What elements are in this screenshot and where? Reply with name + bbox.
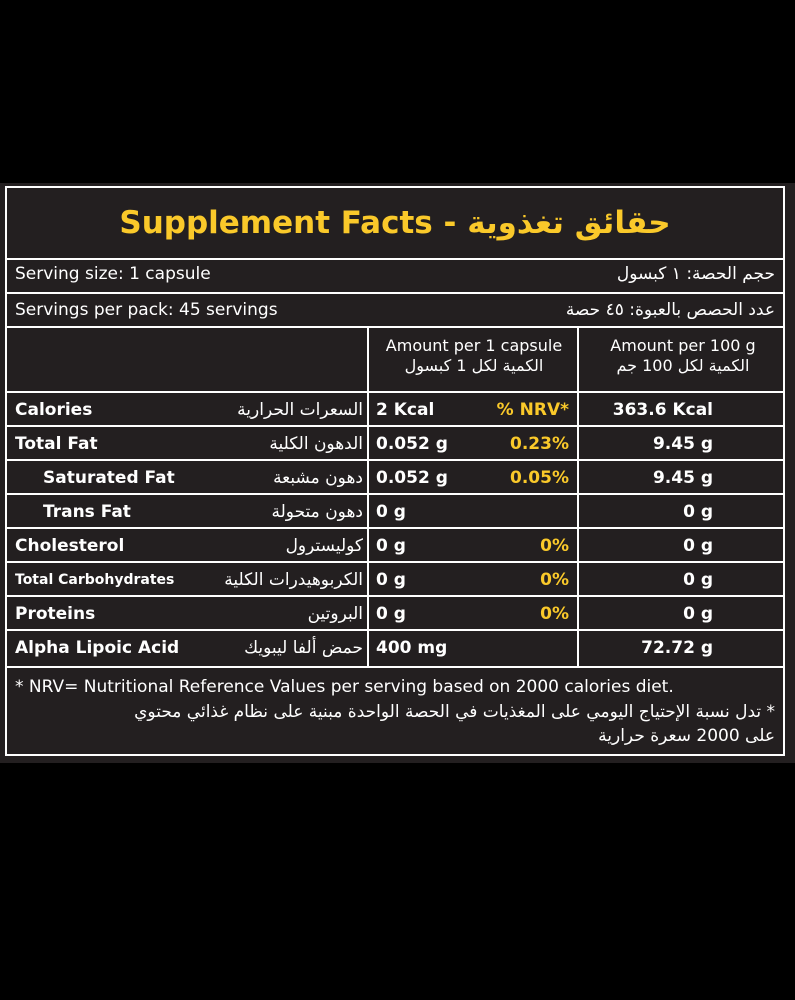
nutrient-name-en: Cholesterol [15,536,125,556]
nutrient-name-en: Total Carbohydrates [15,572,175,588]
nutrient-row [7,563,783,597]
amount-per-100g: 0 g [683,604,713,624]
divider [7,666,783,668]
nutrient-name-ar: الكربوهيدرات الكلية [224,570,363,590]
amount-per-capsule: 400 mg [376,638,448,658]
footnote-ar-line1: * تدل نسبة الإحتياج اليومي على المغذيات في الحصة الواحدة مبنية على نظام غذائي محتوي [134,702,775,722]
nutrient-name-en: Trans Fat [43,502,131,522]
nutrient-name-ar: دهون مشبعة [273,468,363,488]
amount-per-capsule: 0 g [376,536,406,556]
nutrient-row [7,393,783,427]
divider [7,258,783,260]
nrv-value: 0.23% [510,434,569,454]
amount-per-capsule: 0 g [376,570,406,590]
nutrient-name-en: Calories [15,400,93,420]
nutrient-row [7,427,783,461]
per-100g-header [583,336,783,376]
nutrient-name-ar: كوليسترول [285,536,363,556]
amount-per-capsule: 2 Kcal [376,400,435,420]
amount-per-capsule: 0 g [376,502,406,522]
facts-title: Supplement Facts - حقائق تغذوية [119,205,671,241]
nutrient-row [7,529,783,563]
nutrient-row [7,631,783,665]
amount-per-100g: 9.45 g [652,468,713,488]
amount-per-capsule: 0.052 g [376,468,448,488]
per-capsule-header [369,336,579,376]
nutrient-name-en: Alpha Lipoic Acid [15,638,180,658]
nutrient-name-ar: البروتين [307,604,363,624]
nutrient-name-ar: حمض ألفا ليبويك [244,638,363,658]
servings-per-pack-ar: عدد الحصص بالعبوة: ٤٥ حصة [565,300,775,320]
nutrient-row [7,495,783,529]
per-capsule-header-ar: الكمية لكل 1 كبسول [404,356,544,375]
supplement-facts-panel [0,183,795,763]
amount-per-capsule: 0.052 g [376,434,448,454]
amount-per-100g: 0 g [683,536,713,556]
nutrient-name-en: Proteins [15,604,96,624]
amount-per-100g: 363.6 Kcal [612,400,713,420]
serving-size-en: Serving size: 1 capsule [15,264,211,284]
nrv-value: 0% [540,570,569,590]
nutrient-row [7,461,783,495]
divider [7,292,783,294]
footnote-en: * NRV= Nutritional Reference Values per serving based on 2000 calories diet. [15,677,674,697]
amount-per-100g: 0 g [683,502,713,522]
amount-per-100g: 0 g [683,570,713,590]
nrv-value: 0.05% [510,468,569,488]
nrv-value: 0% [540,536,569,556]
nutrient-name-en: Saturated Fat [43,468,175,488]
nutrient-name-ar: دهون متحولة [271,502,363,522]
nrv-value: % NRV* [496,400,569,420]
amount-per-capsule: 0 g [376,604,406,624]
nutrient-name-ar: الدهون الكلية [269,434,363,454]
nrv-value: 0% [540,604,569,624]
nutrient-name-en: Total Fat [15,434,98,454]
amount-per-100g: 9.45 g [652,434,713,454]
per-100g-header-ar: الكمية لكل 100 جم [616,356,750,375]
servings-per-pack-en: Servings per pack: 45 servings [15,300,278,320]
amount-per-100g: 72.72 g [641,638,713,658]
nutrient-name-ar: السعرات الحرارية [237,400,363,420]
divider [7,326,783,328]
per-capsule-header-en: Amount per 1 capsule [385,336,563,355]
nutrient-row [7,597,783,631]
facts-table [5,186,785,756]
per-100g-header-en: Amount per 100 g [610,336,756,355]
serving-size-ar: حجم الحصة: ١ كبسول [616,264,775,284]
footnote-ar-line2: على 2000 سعرة حرارية [598,726,775,746]
